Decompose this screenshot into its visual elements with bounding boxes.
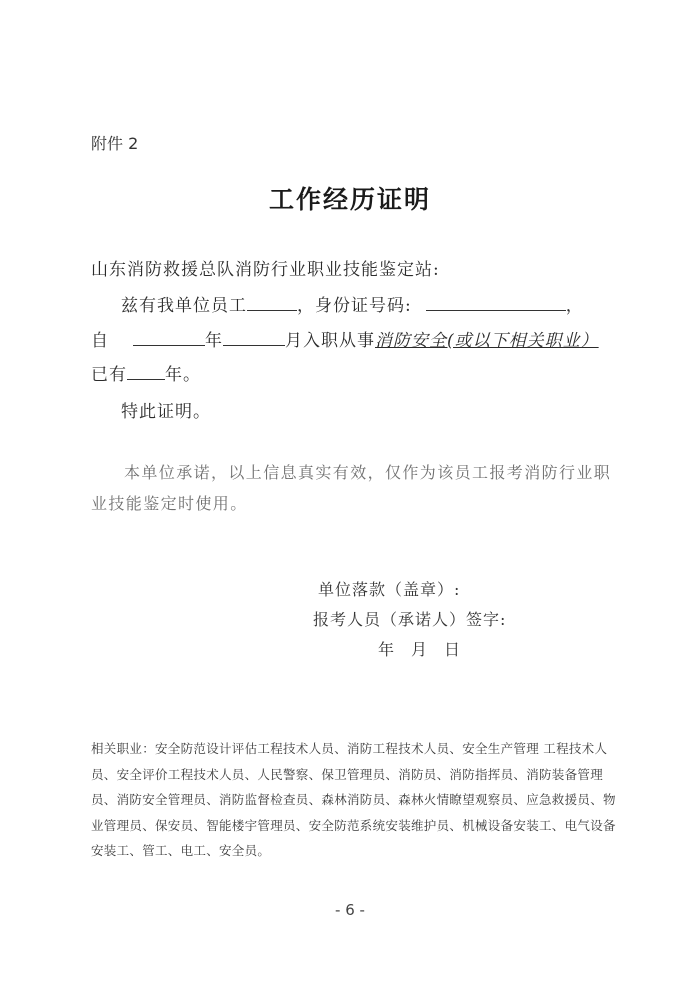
- intro-suffix: ，: [565, 296, 584, 316]
- date-year: 年: [378, 640, 396, 659]
- attachment-label: 附件 2: [91, 134, 139, 153]
- years-prefix: 已有: [91, 365, 127, 385]
- years-suffix: 年。: [165, 365, 201, 385]
- id-number-blank[interactable]: [426, 296, 566, 311]
- intro-prefix: 兹有我单位员工: [121, 296, 247, 316]
- applicant-signature-label: 报考人员（承诺人）签字:: [313, 610, 507, 629]
- page-title: 工作经历证明: [268, 185, 431, 214]
- date-day: 日: [444, 640, 462, 659]
- month-unit: 月入职从事: [285, 331, 375, 351]
- related-jobs-note: 相关职业：安全防范设计评估工程技术人员、消防工程技术人员、安全生产管理 工程技术人员、安全评价工程技术人员、人民警察、保卫管理员、消防员、消防指挥员、消防装备管理员、消防安全管理员、消防监督检查员、森林消防员、森林火情瞭望观察员、应急救援员、物业管理员、保安员、智能楼宇管理员、安全防范系统安装维护员、机械设备安装工、电气设备安装工、管工、电工、安全员。: [91, 741, 616, 858]
- hereby-statement: 特此证明。: [121, 402, 211, 422]
- from-label: 自: [91, 331, 109, 351]
- job-title: 消防安全(或以下相关职业）: [375, 331, 599, 351]
- year-unit: 年: [205, 331, 223, 351]
- intro-mid: ，身份证号码:: [297, 296, 412, 316]
- start-year-blank[interactable]: [133, 331, 205, 346]
- date-month: 月: [411, 640, 429, 659]
- salutation: 山东消防救援总队消防行业职业技能鉴定站:: [91, 260, 440, 280]
- page-number: - 6 -: [335, 901, 365, 919]
- unit-seal-label: 单位落款（盖章）:: [318, 580, 461, 599]
- years-count-blank[interactable]: [127, 365, 165, 380]
- promise-paragraph: 本单位承诺，以上信息真实有效，仅作为该员工报考消防行业职业技能鉴定时使用。: [91, 463, 612, 513]
- intro-line: [121, 291, 584, 316]
- years-line: [91, 360, 201, 385]
- employment-line: [91, 326, 599, 351]
- date-line: [378, 637, 477, 660]
- employee-name-blank[interactable]: [247, 296, 297, 311]
- start-month-blank[interactable]: [223, 331, 285, 346]
